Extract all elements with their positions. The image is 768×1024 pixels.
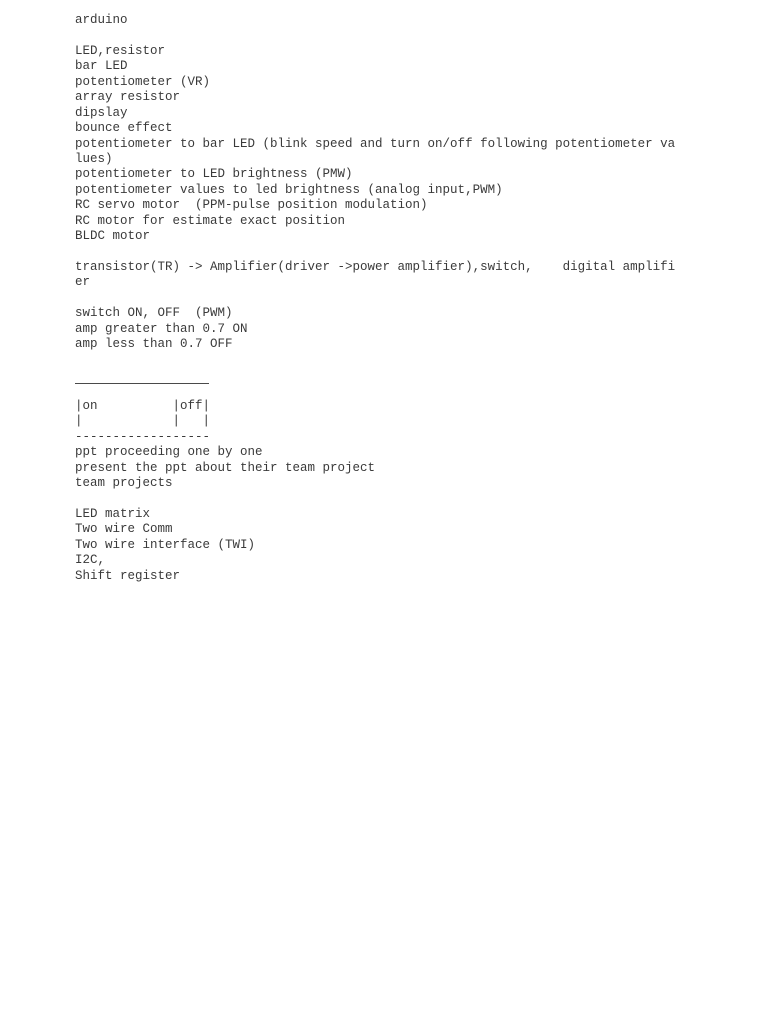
text-line: switch ON, OFF (PWM) [75,306,233,321]
text-line: Shift register [75,568,181,583]
text-line: er [75,275,91,290]
text-line: RC motor for estimate exact position [75,213,346,228]
parts-list [75,44,695,245]
text-line: potentiometer (VR) [75,74,211,89]
transistor-section [75,260,695,291]
switch-section [75,306,695,352]
text-line: present the ppt about their team project [75,460,376,475]
diagram-line: | | | [75,414,211,429]
text-line: potentiometer values to led brightness (analog input,PWM) [75,182,503,197]
text-line: potentiometer to bar LED (blink speed and turn on/off following potentiometer va [75,136,676,151]
diagram-line: |on |off| [75,398,211,413]
text-line: BLDC motor [75,229,151,244]
text-line: team projects [75,476,173,491]
text-line: RC servo motor (PPM-pulse position modulation) [75,198,428,213]
blank-line [75,353,695,368]
blank-line [75,245,695,260]
blank-line [75,28,695,43]
text-line: Two wire Comm [75,522,173,537]
final-topics [75,507,695,584]
text-line: dipslay [75,105,128,120]
pwm-diagram [75,399,695,445]
text-line: array resistor [75,90,181,105]
document-body [75,13,695,584]
text-line: LED matrix [75,507,151,521]
text-line: LED,resistor [75,43,166,58]
text-line: I2C, [75,553,106,568]
blank-line [75,384,695,399]
diagram-line: ------------------ [75,429,211,444]
blank-line [75,492,695,507]
text-line: amp less than 0.7 OFF [75,337,233,352]
text-line: lues) [75,151,113,166]
blank-line [75,291,695,306]
text-line: Two wire interface (TWI) [75,537,256,552]
spacer [75,368,695,382]
ppt-section [75,445,695,491]
text-line: bounce effect [75,121,173,136]
text-line: bar LED [75,59,128,74]
text-line: ppt proceeding one by one [75,445,263,460]
text-line: amp greater than 0.7 ON [75,321,248,336]
document-title: arduino [75,13,128,27]
text-line: transistor(TR) -> Amplifier(driver ->power amplifier),switch, digital amplifi [75,260,676,274]
text-line: potentiometer to LED brightness (PMW) [75,167,353,182]
